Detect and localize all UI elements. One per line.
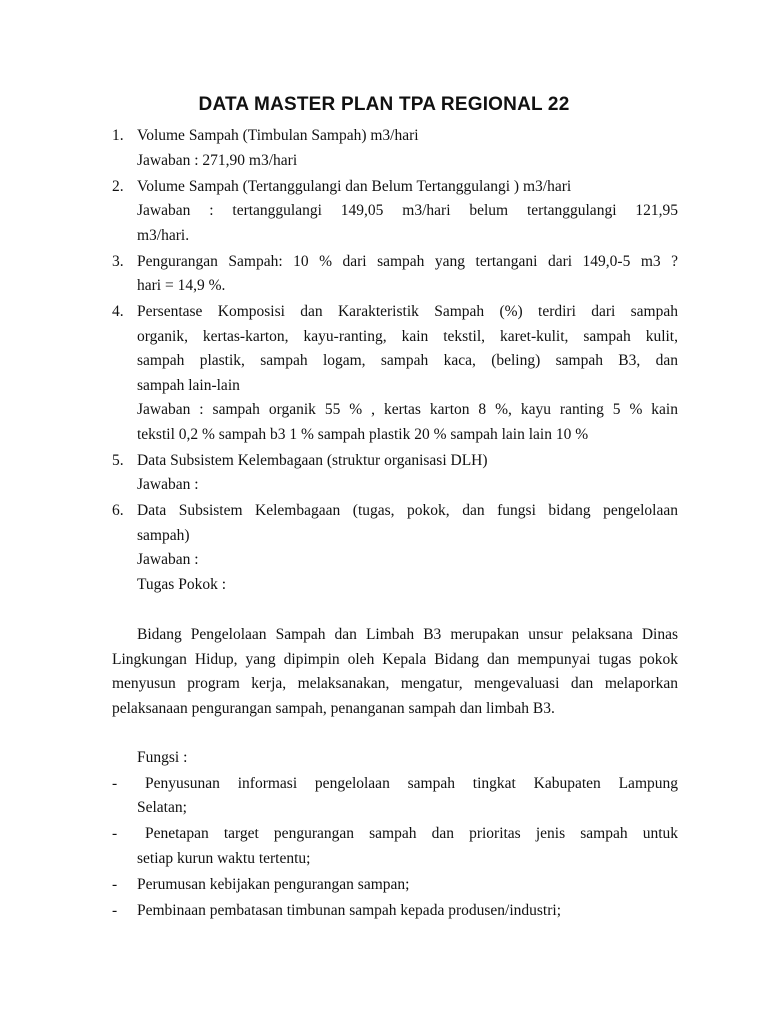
list-item-3 — [112, 250, 678, 299]
item-text: hari = 14,9 %. — [137, 277, 226, 294]
list-item-2 — [112, 175, 678, 249]
bullet-dash: - — [112, 901, 118, 919]
fungsi-item-3 — [112, 873, 678, 898]
fungsi-text: Penetapan target pengurangan sampah dan prioritas jenis sampah untuk — [145, 825, 678, 842]
answer-text: Jawaban : — [137, 476, 199, 493]
list-item-6 — [112, 499, 678, 597]
bullet-dash: - — [112, 875, 118, 893]
question-text: organik, kertas-karton, kayu-ranting, kain tekstil, karet-kulit, sampah kulit, — [137, 327, 678, 345]
fungsi-text: Selatan; — [137, 799, 187, 816]
document-title: DATA MASTER PLAN TPA REGIONAL 22 — [198, 94, 570, 115]
spacer — [112, 599, 678, 624]
question-text: Volume Sampah (Tertanggulangi dan Belum Tertanggulangi ) m3/hari — [137, 177, 572, 195]
list-number: 4. — [112, 303, 124, 320]
list-number: 1. — [112, 127, 124, 144]
bullet-dash: - — [112, 825, 118, 842]
answer-text: m3/hari. — [137, 226, 190, 244]
fungsi-text: Penyusunan informasi pengelolaan sampah tingkat Kabupaten Lampung — [145, 774, 678, 792]
question-text: sampah lain-lain — [137, 376, 240, 394]
question-text: Data Subsistem Kelembagaan (struktur organisasi DLH) — [137, 451, 488, 469]
list-item-4 — [112, 300, 678, 447]
fungsi-text: Pembinaan pembatasan timbunan sampah kepada produsen/industri; — [137, 901, 561, 919]
fungsi-item-2 — [112, 822, 678, 871]
list-number: 5. — [112, 451, 124, 469]
answer-text: Jawaban : — [137, 551, 199, 568]
spacer — [112, 721, 678, 746]
list-number: 2. — [112, 177, 124, 195]
question-text: Persentase Komposisi dan Karakteristik Sampah (%) terdiri dari sampah — [137, 303, 678, 320]
fungsi-label: Fungsi : — [137, 748, 188, 766]
answer-text: tekstil 0,2 % sampah b3 1 % sampah plastik 20 % sampah lain lain 10 % — [137, 425, 589, 443]
answer-text: Jawaban : 271,90 m3/hari — [137, 151, 298, 169]
item-text: Pengurangan Sampah: 10 % dari sampah yang tertangani dari 149,0-5 m3 ? — [137, 252, 678, 270]
fungsi-item-4 — [112, 899, 678, 924]
fungsi-item-1 — [112, 772, 678, 821]
list-item-5 — [112, 449, 678, 498]
question-text: sampah) — [137, 526, 190, 544]
tugas-pokok-label: Tugas Pokok : — [137, 575, 227, 593]
question-text: Data Subsistem Kelembagaan (tugas, pokok, dan fungsi bidang pengelolaan — [137, 502, 678, 519]
document-body — [112, 124, 678, 925]
fungsi-text: setiap kurun waktu tertentu; — [137, 849, 311, 867]
tugas-pokok-paragraph: Bidang Pengelolaan Sampah dan Limbah B3 merupakan unsur pelaksana Dinas Lingkungan Hidup, yang dipimpin oleh Kepala Bidang dan mempunyai tugas pokok menyusun program kerja, melaksanakan, mengatur, mengevaluasi dan melaporkan pelaksanaan pengurangan sampah, penanganan sampah dan limbah B3. — [112, 626, 678, 717]
question-text: sampah plastik, sampah logam, sampah kaca, (beling) sampah B3, dan — [137, 352, 678, 369]
question-text: Volume Sampah (Timbulan Sampah) m3/hari — [137, 127, 419, 144]
fungsi-text: Perumusan kebijakan pengurangan sampan; — [137, 875, 410, 893]
list-item-1 — [112, 124, 678, 173]
answer-text: Jawaban : tertanggulangi 149,05 m3/hari belum tertanggulangi 121,95 — [137, 202, 678, 219]
list-number: 6. — [112, 502, 124, 519]
answer-text: Jawaban : sampah organik 55 % , kertas karton 8 %, kayu ranting 5 % kain — [137, 401, 678, 418]
bullet-dash: - — [112, 774, 118, 792]
list-number: 3. — [112, 252, 124, 270]
